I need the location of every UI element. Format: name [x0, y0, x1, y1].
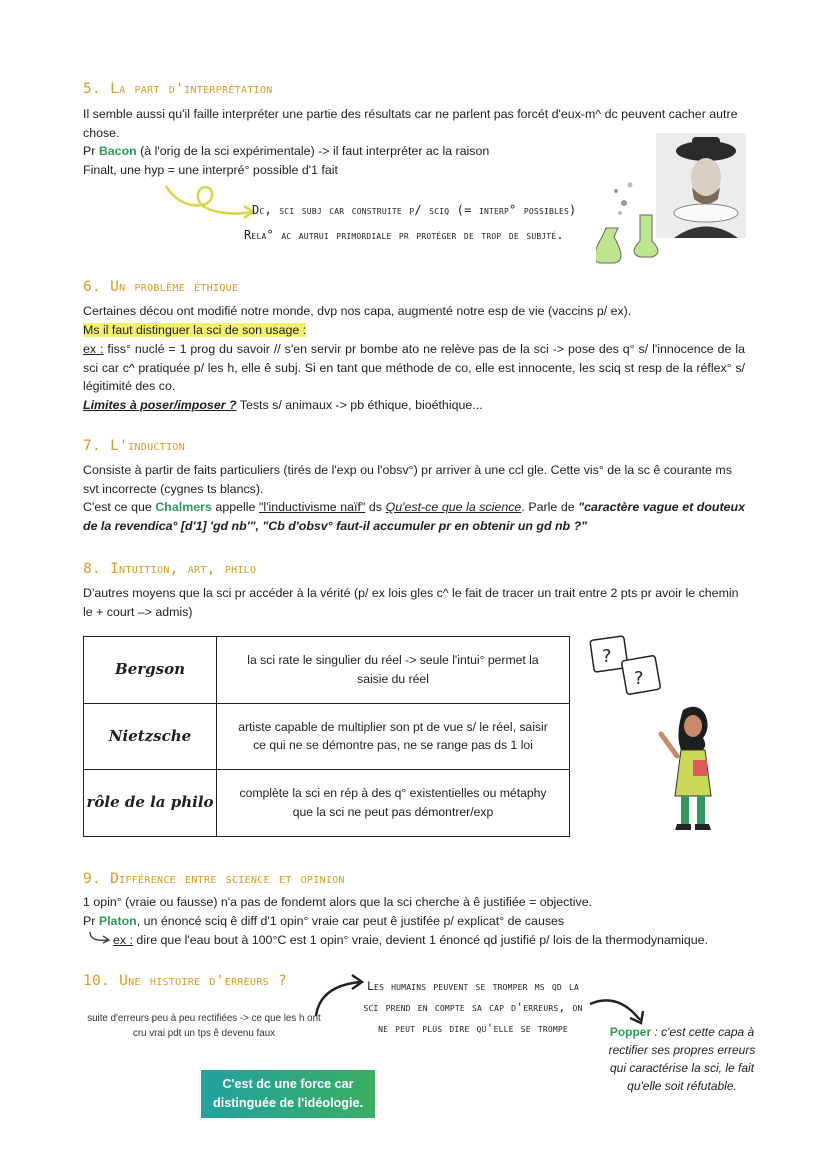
s6-limits-label: Limites à poser/imposer ? — [83, 398, 237, 412]
s5-paragraph-3: Finalt, une hyp = une interpré° possible d'1 fait — [83, 163, 338, 177]
s5-p2-post: (à l'orig de la sci expérimentale) -> il faut interpréter ac la raison — [136, 144, 490, 158]
popper-name: Popper — [609, 1025, 652, 1039]
question-bubbles-icon — [588, 632, 670, 702]
s9-paragraph-3 — [113, 931, 753, 950]
s7-p2-pre: C'est ce que — [83, 500, 156, 514]
row-name: Bergson — [84, 637, 217, 704]
s9-p2-post: , un énoncé sciq ê diff d'1 opin° vraie car peut ê justifée p/ explicat° de causes — [136, 914, 565, 928]
hook-arrow-icon — [88, 930, 112, 946]
s6-paragraph-2-wrap — [83, 321, 745, 340]
s7-paragraph-1: Consiste à partir de faits particuliers (tirés de l'exp ou l'obsv°) pr arriver à une ccl gle. Cette vis° de la sc ê courante ms svt incorrecte (cygnes ts blancs). — [83, 463, 732, 496]
s10-small-note: suite d'erreurs peu à peu rectifiées -> ce que les h ont cru vrai pdt un tps ê devenu faux — [87, 1013, 321, 1039]
s9-paragraph-1: 1 opin° (vraie ou fausse) n'a pas de fondemt alors que la sci cherche à ê justifiée = objective. — [83, 895, 593, 909]
s9-ex-text: dire que l'eau bout à 100°C est 1 opin° vraie, devient 1 énoncé qd justifié p/ lois de la thermodynamique. — [132, 933, 709, 947]
row-desc: artiste capable de multiplier son pt de vue s/ le réel, saisir ce qui ne se démontre pas, ne se range pas ds 1 loi — [217, 703, 570, 770]
platon-name: Platon — [98, 914, 137, 928]
section-6-title: 6. Un problème éthique — [83, 279, 239, 295]
chalmers-quote: "caractère vague et douteux de la revendica° [d'1] 'gd nb'", "Cb d'obsv° faut-il accumuler pr en obtenir un gd nb ?" — [83, 500, 745, 533]
bacon-portrait-illustration — [596, 133, 746, 265]
s7-paragraph-2 — [83, 498, 745, 535]
curly-arrow-icon — [160, 180, 260, 230]
section-7-title: 7. L'induction — [83, 438, 186, 454]
section-9-title: 9. Différence entre science et opinion — [83, 871, 345, 887]
popper-text: : c'est cette capa à rectifier ses propres erreurs qui caractérise la sci, le fait qu'elle soit réfutable. — [608, 1025, 756, 1093]
s5-paragraph-1: Il semble aussi qu'il faille interpréter une partie des résultats car ne parlent pas forcét d'eux-m^ dc peuvent cacher autre chose. — [83, 107, 738, 140]
popper-note — [602, 1023, 762, 1095]
s6-paragraph-1: Certaines décou ont modifié notre monde, dvp nos capa, augmenté notre esp de vie (vaccins p/ ex). — [83, 304, 632, 318]
s7-p2-mid: appelle — [211, 500, 259, 514]
book-title: Qu'est-ce que la science — [385, 500, 522, 514]
row-desc: la sci rate le singulier du réel -> seule l'intui° permet la saisie du réel — [217, 637, 570, 704]
s7-p2-mid2: ds — [365, 500, 386, 514]
s5-note-2: Rela° ac autrui primordiale pr protéger de trop de subjté. — [244, 228, 564, 242]
curved-arrow-icon — [308, 972, 368, 1020]
table-row — [84, 637, 570, 704]
section-10-title: 10. Une histoire d'erreurs ? — [83, 973, 288, 989]
table-row — [84, 703, 570, 770]
table-row — [84, 770, 570, 837]
chalmers-name: Chalmers — [155, 500, 212, 514]
s6-limits-text: Tests s/ animaux -> pb éthique, bioéthique... — [236, 398, 483, 412]
s6-paragraph-3 — [83, 340, 745, 396]
s9-p2-pre: Pr — [83, 914, 99, 928]
s9-ex-label: ex : — [113, 933, 133, 947]
svg-text:?: ? — [634, 668, 644, 689]
s9-paragraph-2 — [83, 912, 745, 931]
woman-thinking-illustration — [653, 704, 733, 832]
s5-note-1: Dc, sci subj car construite p/ sciq (= interp° possibles) — [252, 203, 577, 217]
s6-ex-text: fiss° nuclé = 1 prog du savoir // s'en servir pr bombe ato ne relève pas de la sci -> pose des q° s/ l'innocence de la sci car c^ pratiquée p/ les h, elle ê subj. Si en tant que méthode de co, elle est innocente, les sciq st resp de la réflex° s/ légitimité des co. — [83, 342, 745, 394]
s6-highlight: Ms il faut distinguer la sci de son usage : — [83, 323, 307, 337]
section-5-title: 5. La part d'interprétation — [83, 81, 273, 97]
section-8-title: 8. Intuition, art, philo — [83, 561, 257, 577]
s6-ex-label: ex : — [83, 342, 104, 356]
svg-text:?: ? — [602, 646, 612, 667]
s6-paragraph-4 — [83, 396, 745, 415]
row-name: Nietzsche — [84, 703, 217, 770]
inductivisme-term: "l'inductivisme naïf" — [258, 500, 366, 514]
s5-p2-pre: Pr — [83, 144, 99, 158]
row-desc: complète la sci en rép à des q° existentielles ou métaphy que la sci ne peut pas démontrer/exp — [217, 770, 570, 837]
s7-p2-mid3: . Parle de — [521, 500, 579, 514]
s10-center-note: Les humains peuvent se tromper ms qd la sci prend en compte sa cap d'erreurs, on ne peut plus dire qu'elle se trompe — [363, 979, 583, 1035]
bacon-name: Bacon — [98, 144, 137, 158]
conclusion-box: C'est dc une force car distinguée de l'idéologie. — [201, 1070, 375, 1118]
row-name: rôle de la philo — [84, 770, 217, 837]
s8-paragraph-1: D'autres moyens que la sci pr accéder à la vérité (p/ ex lois gles c^ le fait de tracer un trait entre 2 pts pr avoir le chemin le + court –> admis) — [83, 586, 739, 619]
philosophers-table — [83, 636, 570, 837]
